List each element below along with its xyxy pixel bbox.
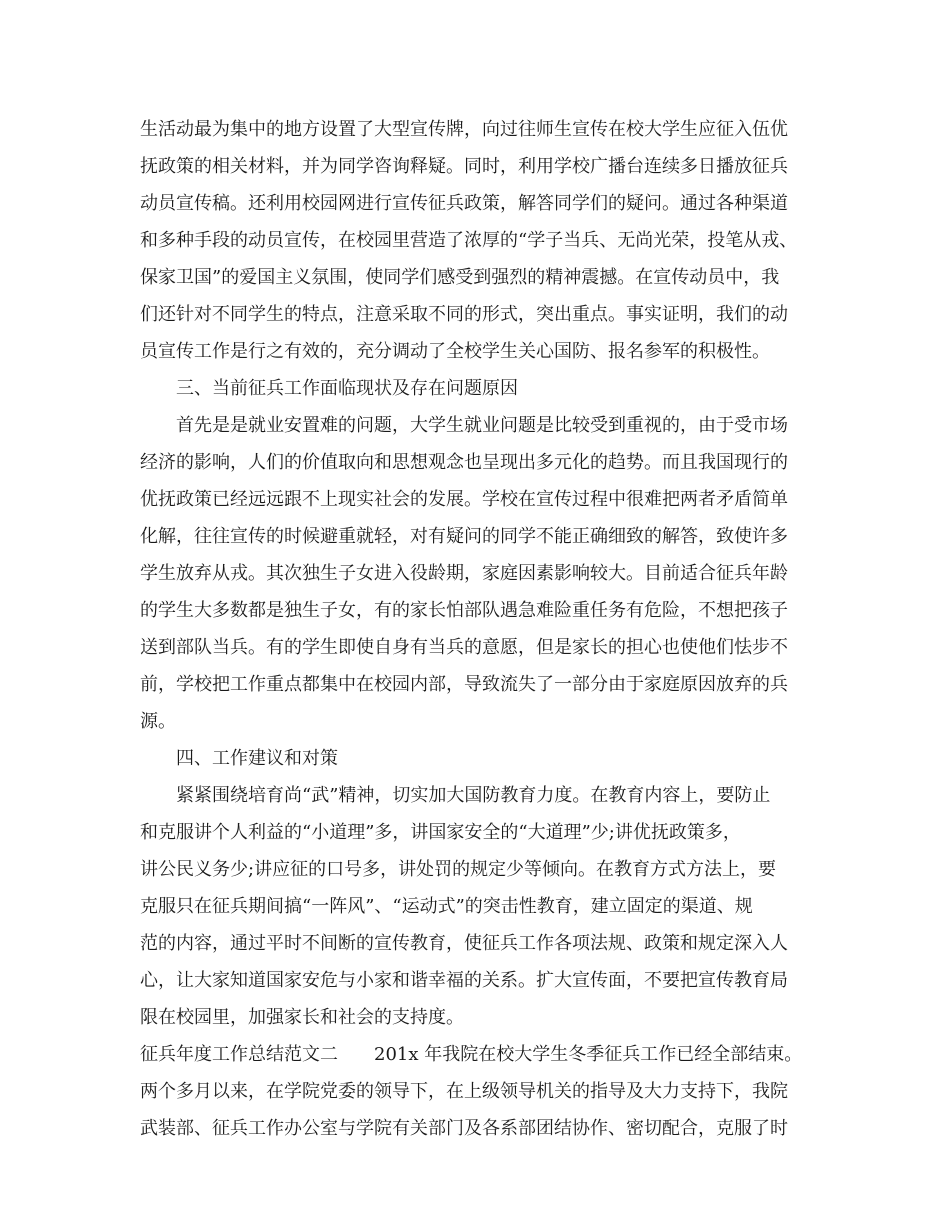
body-text-line: 和克服讲个人利益的“小道理”多，讲国家安全的“大道理”少;讲优抚政策多，: [140, 822, 741, 843]
body-text-line: 们还针对不同学生的特点，注意采取不同的形式，突出重点。事实证明，我们的动: [140, 304, 788, 325]
body-text-line: 抚政策的相关材料，并为同学咨询释疑。同时，利用学校广播台连续多日播放征兵: [140, 156, 788, 177]
body-text-line: 生活动最为集中的地方设置了大型宣传牌，向过往师生宣传在校大学生应征入伍优: [140, 119, 788, 140]
body-text-line: 范的内容，通过平时不间断的宣传教育，使征兵工作各项法规、政策和规定深入人: [140, 933, 788, 954]
body-text-line: 经济的影响，人们的价值取向和思想观念也呈现出多元化的趋势。而且我国现行的: [140, 452, 788, 473]
body-text-line: 送到部队当兵。有的学生即使自身有当兵的意愿，但是家长的担心也使他们怯步不: [140, 637, 788, 658]
body-text-line: 首先是是就业安置难的问题，大学生就业问题是比较受到重视的，由于受市场: [176, 415, 788, 436]
body-text-line: 动员宣传稿。还利用校园网进行宣传征兵政策，解答同学们的疑问。通过各种渠道: [140, 193, 788, 214]
body-text-line: 员宣传工作是行之有效的，充分调动了全校学生关心国防、报名参军的积极性。: [140, 341, 770, 362]
body-text-line: 克服只在征兵期间搞“一阵风”、“运动式”的突击性教育，建立固定的渠道、规: [140, 896, 753, 917]
body-text-line: 优抚政策已经远远跟不上现实社会的发展。学校在宣传过程中很难把两者矛盾简单: [140, 489, 788, 510]
body-text-line: 化解，往往宣传的时候避重就轻，对有疑问的同学不能正确细致的解答，致使许多: [140, 526, 788, 547]
section-heading: 三、当前征兵工作面临现状及存在问题原因: [176, 378, 518, 399]
body-text-line: 源。: [140, 711, 176, 732]
body-text-line: 保家卫国”的爱国主义氛围，使同学们感受到强烈的精神震撼。在宣传动员中，我: [140, 267, 780, 288]
body-text-line: 武装部、征兵工作办公室与学院有关部门及各系部团结协作、密切配合，克服了时: [140, 1118, 788, 1139]
section-heading: 四、工作建议和对策: [176, 748, 338, 769]
body-text-line: 讲公民义务少;讲应征的口号多，讲处罚的规定少等倾向。在教育方式方法上，要: [140, 859, 777, 880]
body-text-line: 的学生大多数都是独生子女，有的家长怕部队遇急难险重任务有危险，不想把孩子: [140, 600, 788, 621]
body-text-line: 紧紧围绕培育尚“武”精神，切实加大国防教育力度。在教育内容上，要防止: [176, 785, 771, 806]
body-text-line: 限在校园里，加强家长和社会的支持度。: [140, 1007, 464, 1028]
body-text-line: 学生放弃从戎。其次独生子女进入役龄期，家庭因素影响较大。目前适合征兵年龄: [140, 563, 788, 584]
body-text-line: 两个多月以来，在学院党委的领导下，在上级领导机关的指导及大力支持下，我院: [140, 1081, 788, 1102]
article-title-line: 征兵年度工作总结范文二 201x 年我院在校大学生冬季征兵工作已经全部结束。: [140, 1044, 803, 1065]
body-text-line: 心，让大家知道国家安危与小家和谐幸福的关系。扩大宣传面，不要把宣传教育局: [140, 970, 788, 991]
body-text-line: 前，学校把工作重点都集中在校园内部，导致流失了一部分由于家庭原因放弃的兵: [140, 674, 788, 695]
body-text-line: 和多种手段的动员宣传，在校园里营造了浓厚的“学子当兵、无尚光荣，投笔从戎、: [140, 230, 798, 251]
